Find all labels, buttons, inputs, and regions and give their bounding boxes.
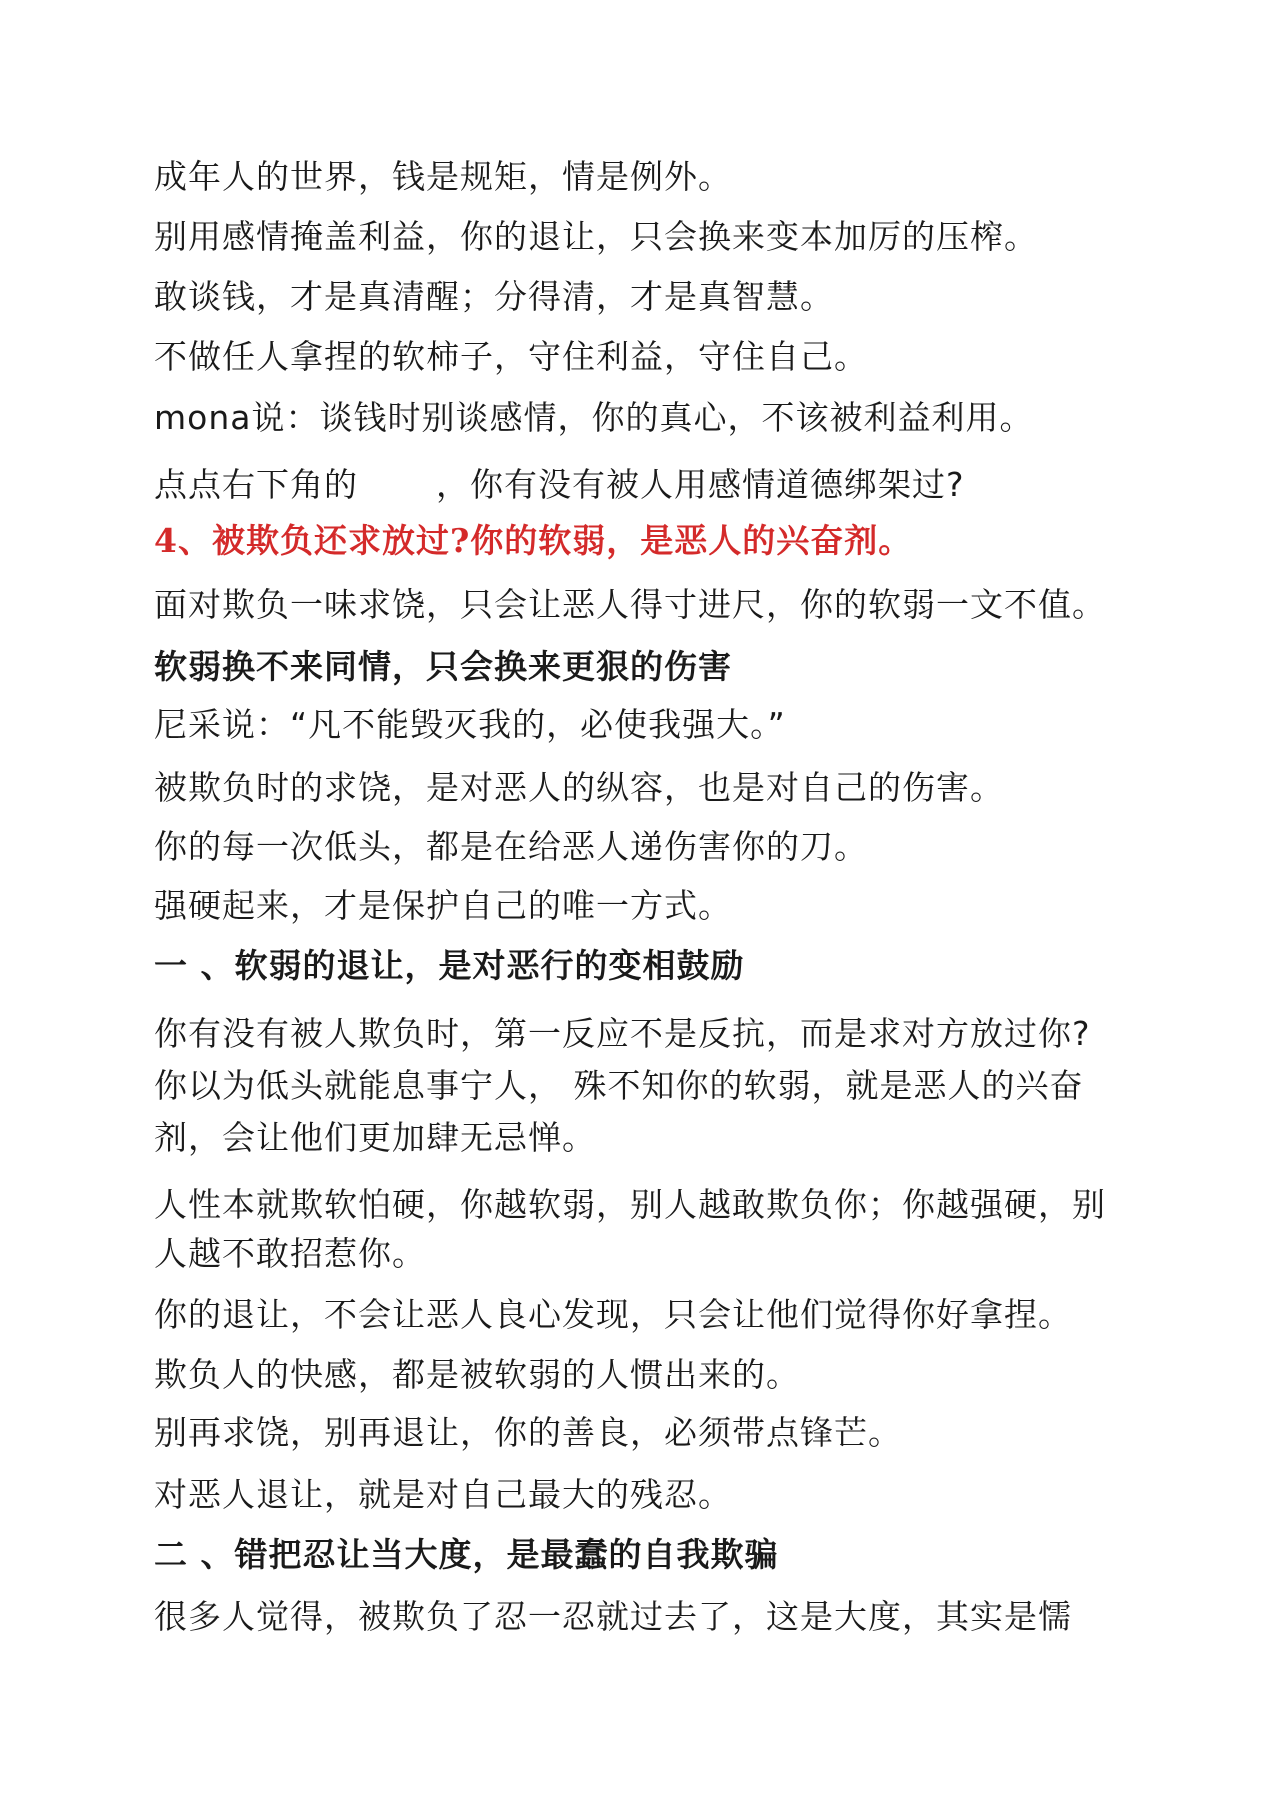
text-line: 你的退让，不会让恶人良心发现，只会让他们觉得你好拿捏。 [154,1295,1072,1334]
bold-line: 软弱换不来同情，只会换来更狠的伤害 [154,647,732,686]
text-line: 被欺负时的求饶，是对恶人的纵容，也是对自己的伤害。 [154,768,1004,807]
text-line: 你以为低头就能息事宁人， 殊不知你的软弱，就是恶人的兴奋 [154,1066,1084,1105]
text-line: mona说：谈钱时别谈感情，你的真心，不该被利益利用。 [154,398,1034,437]
text-line: 面对欺负一味求饶，只会让恶人得寸进尺，你的软弱一文不值。 [154,585,1106,624]
text-segment: ，你有没有被人用感情道德绑架过? [436,465,965,504]
text-line: 强硬起来，才是保护自己的唯一方式。 [154,886,732,925]
text-line: 别用感情掩盖利益，你的退让，只会换来变本加厉的压榨。 [154,217,1038,256]
text-line: 你的每一次低头，都是在给恶人递伤害你的刀。 [154,827,868,866]
text-line: 不做任人拿捏的软柿子，守住利益，守住自己。 [154,337,868,376]
section-heading-red: 4、被欺负还求放过?你的软弱，是恶人的兴奋剂。 [154,521,913,560]
text-line: 你有没有被人欺负时，第一反应不是反抗，而是求对方放过你? [154,1014,1091,1053]
text-line: 剂，会让他们更加肆无忌惮。 [154,1118,596,1157]
subheading: 二 、错把忍让当大度，是最蠢的自我欺骗 [154,1535,779,1574]
text-segment: 点点右下角的 [154,465,358,504]
quote-line: 尼采说：“凡不能毁灭我的，必使我强大。” [154,705,786,744]
text-line: 人越不敢招惹你。 [154,1234,426,1273]
text-line: 人性本就欺软怕硬，你越软弱，别人越敢欺负你；你越强硬，别 [154,1185,1106,1224]
text-line: 成年人的世界，钱是规矩，情是例外。 [154,157,732,196]
text-line: 欺负人的快感，都是被软弱的人惯出来的。 [154,1355,800,1394]
text-line: 别再求饶，别再退让，你的善良，必须带点锋芒。 [154,1413,902,1452]
text-line: 很多人觉得，被欺负了忍一忍就过去了，这是大度，其实是懦 [154,1597,1072,1636]
text-line-with-gap [154,465,965,505]
subheading: 一 、软弱的退让，是对恶行的变相鼓励 [154,946,745,985]
text-line: 敢谈钱，才是真清醒；分得清，才是真智慧。 [154,277,834,316]
text-line: 对恶人退让，就是对自己最大的残忍。 [154,1475,732,1514]
